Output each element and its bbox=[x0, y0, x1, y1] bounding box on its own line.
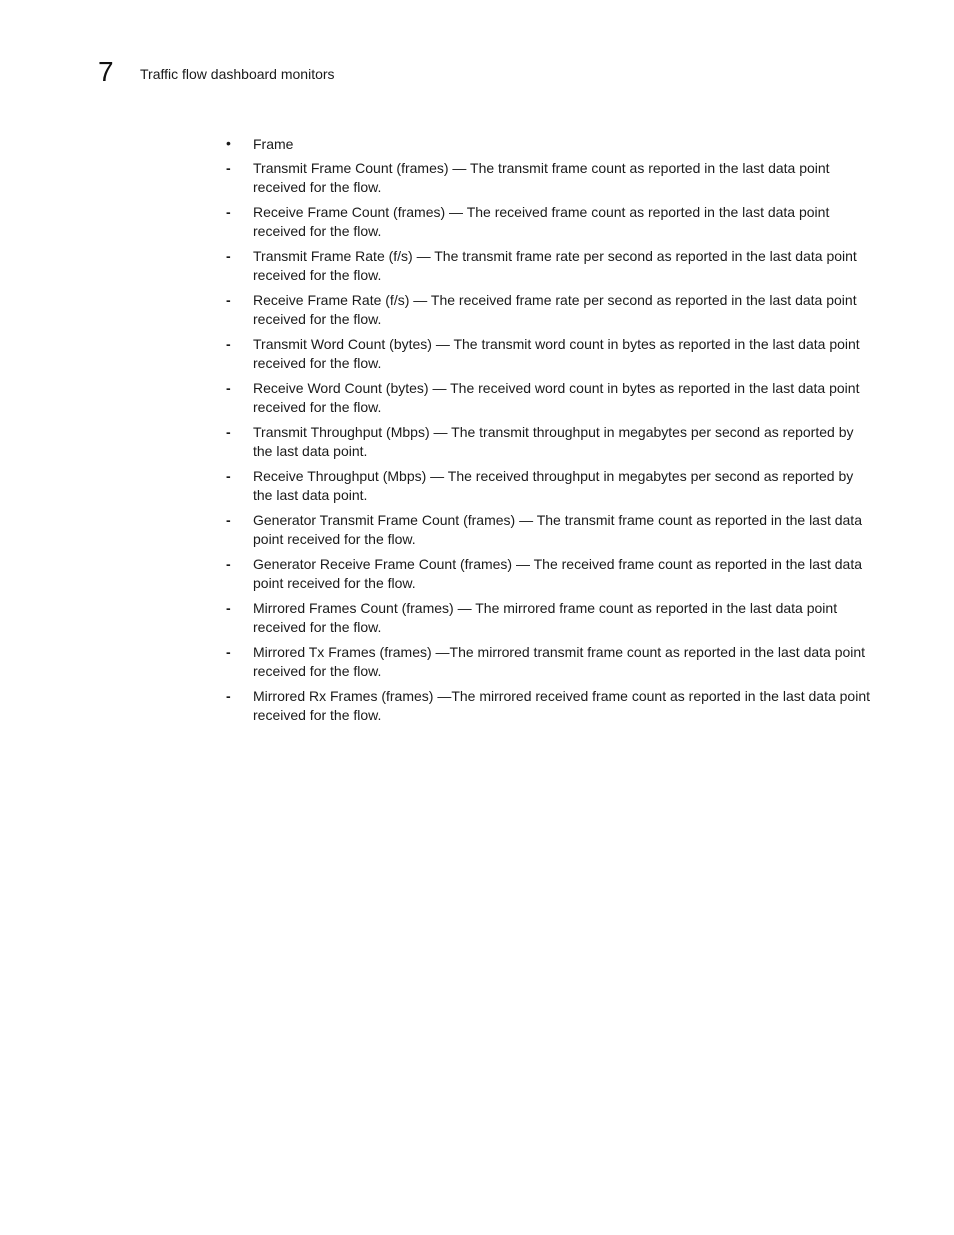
main-content bbox=[226, 134, 876, 731]
list-item-text: Mirrored Frames Count (frames) — The mirrored frame count as reported in the last data point received for the flow. bbox=[253, 600, 838, 635]
list-item bbox=[226, 159, 876, 197]
list-item-text: Receive Throughput (Mbps) — The received throughput in megabytes per second as reported by the last data point. bbox=[253, 468, 854, 503]
list-item-text: Mirrored Rx Frames (frames) —The mirrored received frame count as reported in the last data point received for the flow. bbox=[253, 688, 871, 723]
list-item bbox=[226, 423, 876, 461]
dash-icon: - bbox=[226, 204, 231, 220]
dash-icon: - bbox=[226, 600, 231, 616]
dash-icon: - bbox=[226, 292, 231, 308]
bullet-item-frame bbox=[226, 134, 876, 154]
dash-icon: - bbox=[226, 336, 231, 352]
dash-icon: - bbox=[226, 512, 231, 528]
list-item bbox=[226, 511, 876, 549]
list-item bbox=[226, 467, 876, 505]
list-item-text: Generator Receive Frame Count (frames) — The received frame count as reported in the last data point received for the flow. bbox=[253, 556, 863, 591]
list-item-text: Generator Transmit Frame Count (frames) — The transmit frame count as reported in the last data point received for the flow. bbox=[253, 512, 862, 547]
running-header-title: Traffic flow dashboard monitors bbox=[140, 66, 335, 82]
list-item-text: Transmit Frame Rate (f/s) — The transmit frame rate per second as reported in the last data point received for the flow. bbox=[253, 248, 857, 283]
list-item bbox=[226, 379, 876, 417]
bullet-dot-icon: • bbox=[226, 135, 231, 151]
frame-metrics-list bbox=[226, 159, 876, 725]
list-item bbox=[226, 687, 876, 725]
chapter-number: 7 bbox=[98, 56, 114, 87]
dash-icon: - bbox=[226, 248, 231, 264]
list-item-text: Receive Word Count (bytes) — The received word count in bytes as reported in the last data point received for the flow. bbox=[253, 380, 860, 415]
dash-icon: - bbox=[226, 468, 231, 484]
list-item-text: Transmit Word Count (bytes) — The transmit word count in bytes as reported in the last data point received for the flow. bbox=[253, 336, 860, 371]
dash-icon: - bbox=[226, 644, 231, 660]
bullet-label: Frame bbox=[253, 136, 294, 152]
list-item-text: Transmit Throughput (Mbps) — The transmit throughput in megabytes per second as reported by the last data point. bbox=[253, 424, 854, 459]
list-item bbox=[226, 335, 876, 373]
list-item-text: Receive Frame Rate (f/s) — The received frame rate per second as reported in the last data point received for the flow. bbox=[253, 292, 857, 327]
dash-icon: - bbox=[226, 380, 231, 396]
dash-icon: - bbox=[226, 688, 231, 704]
list-item bbox=[226, 643, 876, 681]
list-item bbox=[226, 203, 876, 241]
list-item-text: Receive Frame Count (frames) — The received frame count as reported in the last data point received for the flow. bbox=[253, 204, 830, 239]
list-item-text: Mirrored Tx Frames (frames) —The mirrored transmit frame count as reported in the last data point received for the flow. bbox=[253, 644, 866, 679]
dash-icon: - bbox=[226, 424, 231, 440]
list-item bbox=[226, 599, 876, 637]
dash-icon: - bbox=[226, 160, 231, 176]
list-item-text: Transmit Frame Count (frames) — The transmit frame count as reported in the last data point received for the flow. bbox=[253, 160, 830, 195]
dash-icon: - bbox=[226, 556, 231, 572]
list-item bbox=[226, 291, 876, 329]
list-item bbox=[226, 247, 876, 285]
list-item bbox=[226, 555, 876, 593]
